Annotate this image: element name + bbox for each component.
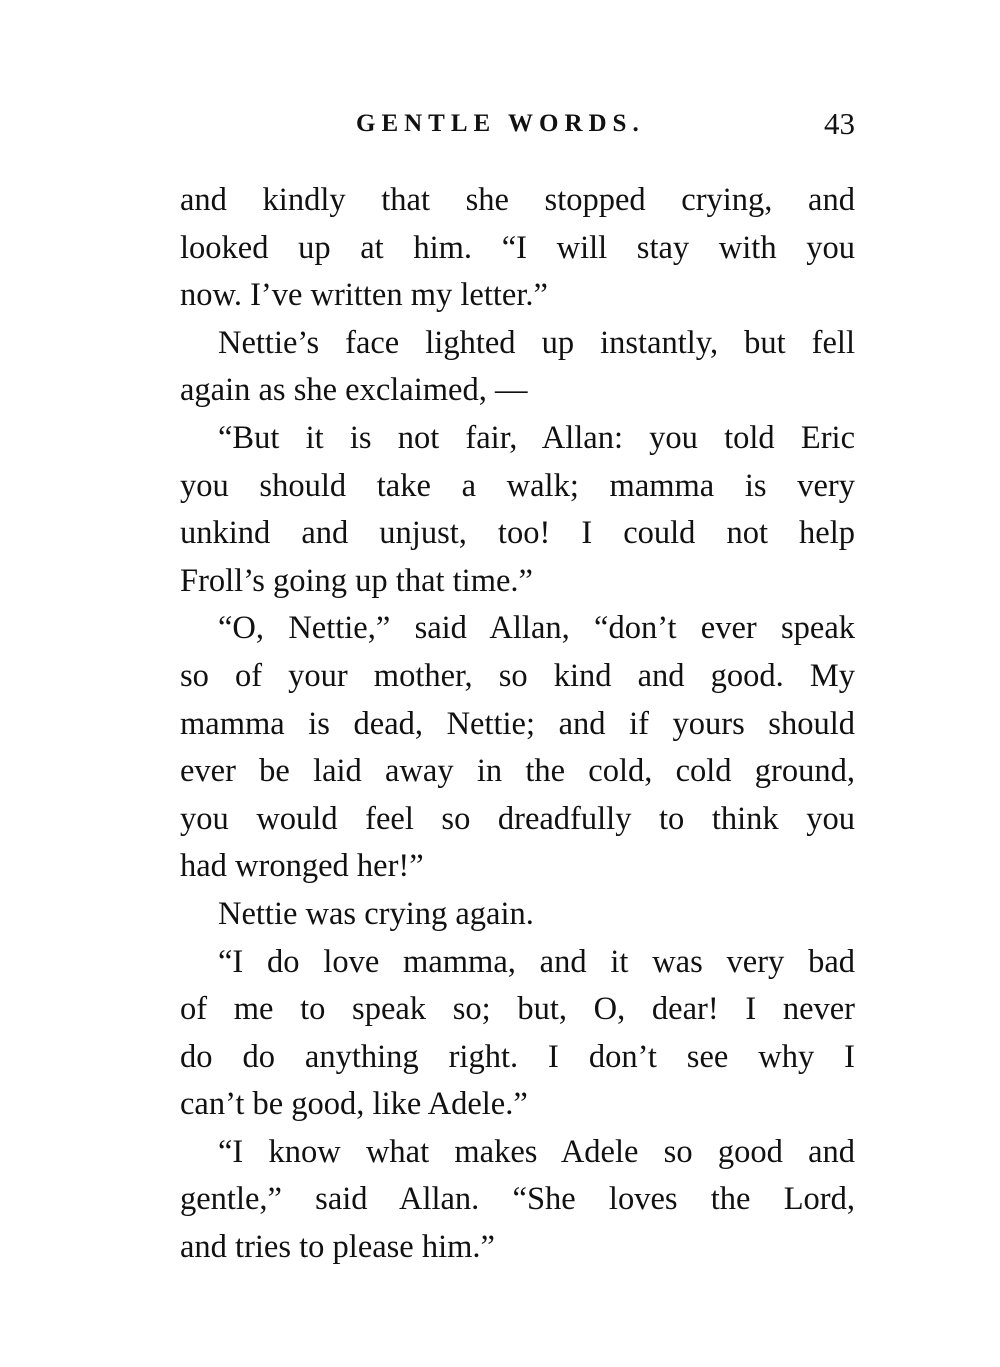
page-number: 43 <box>824 106 855 141</box>
text-line: “I know what makes Adele so good and <box>218 1133 855 1170</box>
text-line: had wronged her!” <box>180 848 424 885</box>
text-line: do do anything right. I don’t see why I <box>180 1038 855 1075</box>
text-line: now. I’ve written my letter.” <box>180 277 548 314</box>
body-text <box>180 177 855 1272</box>
text-line: mamma is dead, Nettie; and if yours should <box>180 705 855 742</box>
text-line: ever be laid away in the cold, cold ground, <box>180 753 855 790</box>
text-line: “O, Nettie,” said Allan, “don’t ever speak <box>218 610 855 647</box>
text-line: and kindly that she stopped crying, and <box>180 182 855 218</box>
text-line: of me to speak so; but, O, dear! I never <box>180 991 855 1028</box>
text-line: can’t be good, like Adele.” <box>180 1086 528 1123</box>
text-line: Nettie’s face lighted up instantly, but fell <box>218 324 855 361</box>
text-line: and tries to please him.” <box>180 1229 495 1266</box>
text-line: again as she exclaimed, — <box>180 372 528 409</box>
text-line: gentle,” said Allan. “She loves the Lord, <box>180 1181 855 1218</box>
running-title: GENTLE WORDS. <box>356 110 645 137</box>
text-line: so of your mother, so kind and good. My <box>180 657 855 694</box>
text-line: “But it is not fair, Allan: you told Eric <box>218 419 855 456</box>
text-line: Froll’s going up that time.” <box>180 562 533 599</box>
text-line: Nettie was crying again. <box>218 895 534 932</box>
text-line: looked up at him. “I will stay with you <box>180 229 855 266</box>
page-header <box>180 106 855 146</box>
text-line: you would feel so dreadfully to think you <box>180 800 855 837</box>
text-line: “I do love mamma, and it was very bad <box>218 943 855 980</box>
text-line: you should take a walk; mamma is very <box>180 467 855 504</box>
text-line: unkind and unjust, too! I could not help <box>180 515 855 552</box>
